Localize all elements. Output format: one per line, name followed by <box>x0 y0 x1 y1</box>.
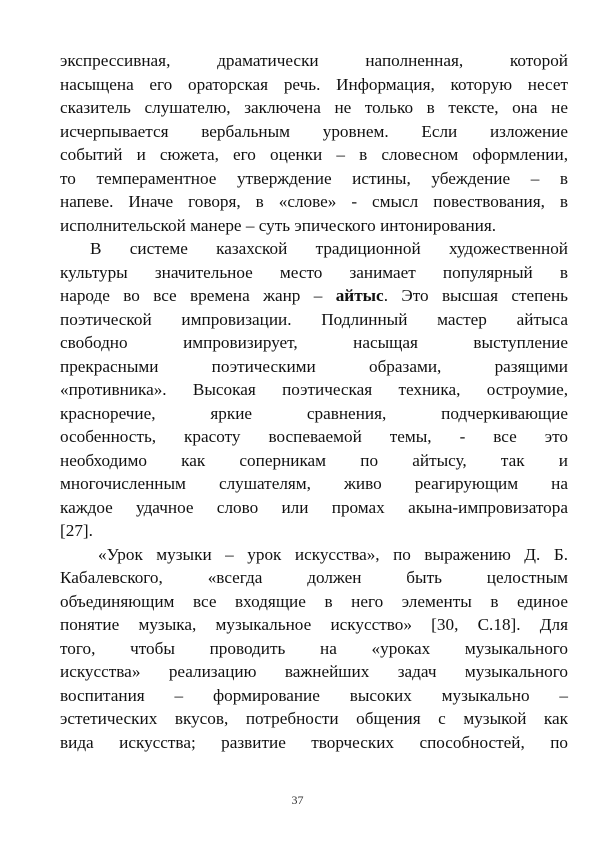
paragraph <box>60 237 568 543</box>
text-line: того, чтобы проводить на «уроках музыкального <box>60 638 568 658</box>
text-line: [27]. <box>60 521 93 540</box>
text-line: В системе казахской традиционной художественной <box>90 239 568 258</box>
text-line: «противника». Высокая поэтическая техника, остроумие, <box>60 380 568 399</box>
text-line: эстетических вкусов, потребности общения с музыкой как <box>60 709 568 728</box>
text-line: насыщена его ораторская речь. Информация, которую несет <box>60 74 568 94</box>
text-line: каждое удачное слово или промах акына-импровизатора <box>60 497 568 517</box>
text-line: особенность, красоту воспеваемой темы, - все это <box>60 427 568 446</box>
text-line: поэтической импровизации. Подлинный мастер айтыса <box>60 309 568 329</box>
paragraph <box>60 49 568 237</box>
text-line: прекрасными поэтическими образами, разящими <box>60 356 568 376</box>
text-line: многочисленным слушателям, живо реагирующим на <box>60 474 568 493</box>
text-line <box>60 284 568 308</box>
text-line: исполнительской манере – суть эпического интонирования. <box>60 215 497 235</box>
text-line: экспрессивная, драматически наполненная, которой <box>60 51 568 70</box>
text-line: событий и сюжета, его оценки – в словесном оформлении, <box>60 145 568 164</box>
text-line: воспитания – формирование высоких музыкально – <box>60 685 568 705</box>
paragraph <box>60 543 568 755</box>
bold-term: айтыс <box>335 286 384 305</box>
text-run: . Это высшая степень <box>383 286 569 305</box>
text-line: культуры значительное место занимает популярный в <box>60 262 568 282</box>
text-line: напеве. Иначе говоря, в «слове» - смысл повествования, в <box>60 192 568 211</box>
text-line: искусства» реализацию важнейших задач музыкального <box>60 662 568 681</box>
text-line: понятие музыка, музыкальное искусство» [30, С.18]. Для <box>60 615 568 634</box>
text-line: объединяющим все входящие в него элементы в единое <box>60 591 568 611</box>
text-line: Кабалевского, «всегда должен быть целостным <box>60 568 568 587</box>
text-line: исчерпывается вербальным уровнем. Если изложение <box>60 121 568 141</box>
text-line: вида искусства; развитие творческих способностей, по <box>60 732 568 752</box>
text-line: свободно импровизирует, насыщая выступление <box>60 333 568 352</box>
text-line: сказитель слушателю, заключена не только в тексте, она не <box>60 98 568 117</box>
text-run: народе во все времена жанр – <box>60 286 336 305</box>
body-text <box>60 49 568 754</box>
page-number: 37 <box>291 793 304 807</box>
text-line: то темпераментное утверждение истины, убеждение – в <box>60 168 568 188</box>
text-line: «Урок музыки – урок искусства», по выражению Д. Б. <box>98 544 568 564</box>
text-line: красноречие, яркие сравнения, подчеркивающие <box>60 403 568 423</box>
text-line: необходимо как соперникам по айтысу, так и <box>60 450 568 470</box>
